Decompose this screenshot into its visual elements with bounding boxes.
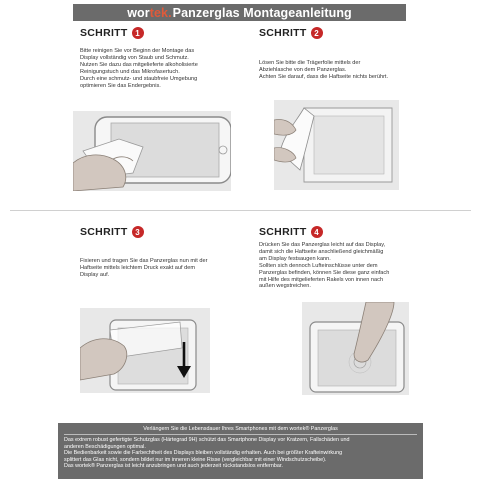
step-1-heading [80,27,144,39]
step-4-heading [259,226,323,238]
text-line: Abziehlasche von dem Panzerglas. [259,66,347,73]
text-line: außen wegstreichen. [259,283,311,290]
text-line: Die Bedienbarkeit sowie die Farbechtheit des Displays bleiben vollständig erhalten. Auch bei größter Krafteinwirkung [64,450,343,457]
step-3-instructions [80,258,208,279]
text-line: Lösen Sie bitte die Trägerfolie mittels der [259,60,361,66]
step-4-instructions [259,242,389,290]
title-banner [73,4,406,21]
footer-title: Verlängern Sie die Lebensdauer Ihres Smartphones mit dem wortek® Panzerglas [143,426,338,432]
footer-info-box [58,423,423,479]
step-label: SCHRITT [80,226,128,238]
brand-logo-part-2: tek. [149,5,172,20]
text-line: Sollten sich dennoch Lufteinschlüsse unter dem [259,262,378,269]
text-line: splittert das Glas nicht, sondern bildet nur im inneren kleine Risse (vergleichbar mit einer Windschutzscheibe). [64,456,327,463]
step-label: SCHRITT [259,27,307,39]
step-2-heading [259,27,323,39]
text-line: Drücken Sie das Panzerglas leicht auf das Display, [259,242,386,248]
text-line: Reinigungstuch und das Mikrofasertuch. [80,68,180,75]
text-line: Display auf. [80,271,110,278]
text-line: Nutzen Sie dazu das mitgelieferte alkoholisierte [80,61,198,68]
text-line: am Display festsaugen kann. [259,255,331,262]
step-label: SCHRITT [259,226,307,238]
text-line: Fixieren und tragen Sie das Panzerglas nun mit der [80,258,208,264]
step-3-illustration [80,308,210,393]
text-line: Haftseite mittels leichtem Druck exakt auf dem [80,264,196,271]
brand-logo-part-1: wor [127,5,150,20]
text-line: Durch eine schmutz- und staubfreie Umgebung [80,75,198,82]
step-number-badge: 3 [132,226,144,238]
document-title: Panzerglas Montageanleitung [172,5,352,20]
step-label: SCHRITT [80,27,128,39]
text-line: Bitte reinigen Sie vor Beginn der Montage das [80,48,195,54]
step-1-instructions [80,48,198,89]
text-line: Das wortek® Panzerglas ist leicht anzubringen und auch jederzeit rückstandslos entfernbar. [64,463,283,470]
step-2-instructions [259,60,388,81]
text-line: anderen Beschädigungen optimal. [64,443,146,450]
text-line: Achten Sie darauf, dass die Haftseite nichts berührt. [259,73,389,80]
step-3-heading [80,226,144,238]
text-line: damit sich die Haftseite anschließend gleichmäßig [259,248,384,255]
step-2-illustration [274,100,399,190]
step-number-badge: 2 [311,27,323,39]
section-divider [10,210,471,211]
step-4-illustration [302,302,409,395]
footer-body [64,437,350,470]
text-line: Das extrem robust gefertigte Schutzglas (Härtegrad 9H) schützt das Smartphone Display vor Kratzern, Fallschäden und [64,437,350,443]
step-number-badge: 1 [132,27,144,39]
text-line: mit Hilfe des mitgelieferten Rakels von innen nach [259,276,384,283]
step-number-badge: 4 [311,226,323,238]
text-line: Display vollständig von Staub und Schmutz. [80,54,189,61]
text-line: optimieren Sie das Endergebnis. [80,82,161,89]
footer-divider [64,434,417,435]
step-1-illustration [73,111,231,191]
text-line: Panzerglas befinden, können Sie diese ganz einfach [259,269,390,276]
